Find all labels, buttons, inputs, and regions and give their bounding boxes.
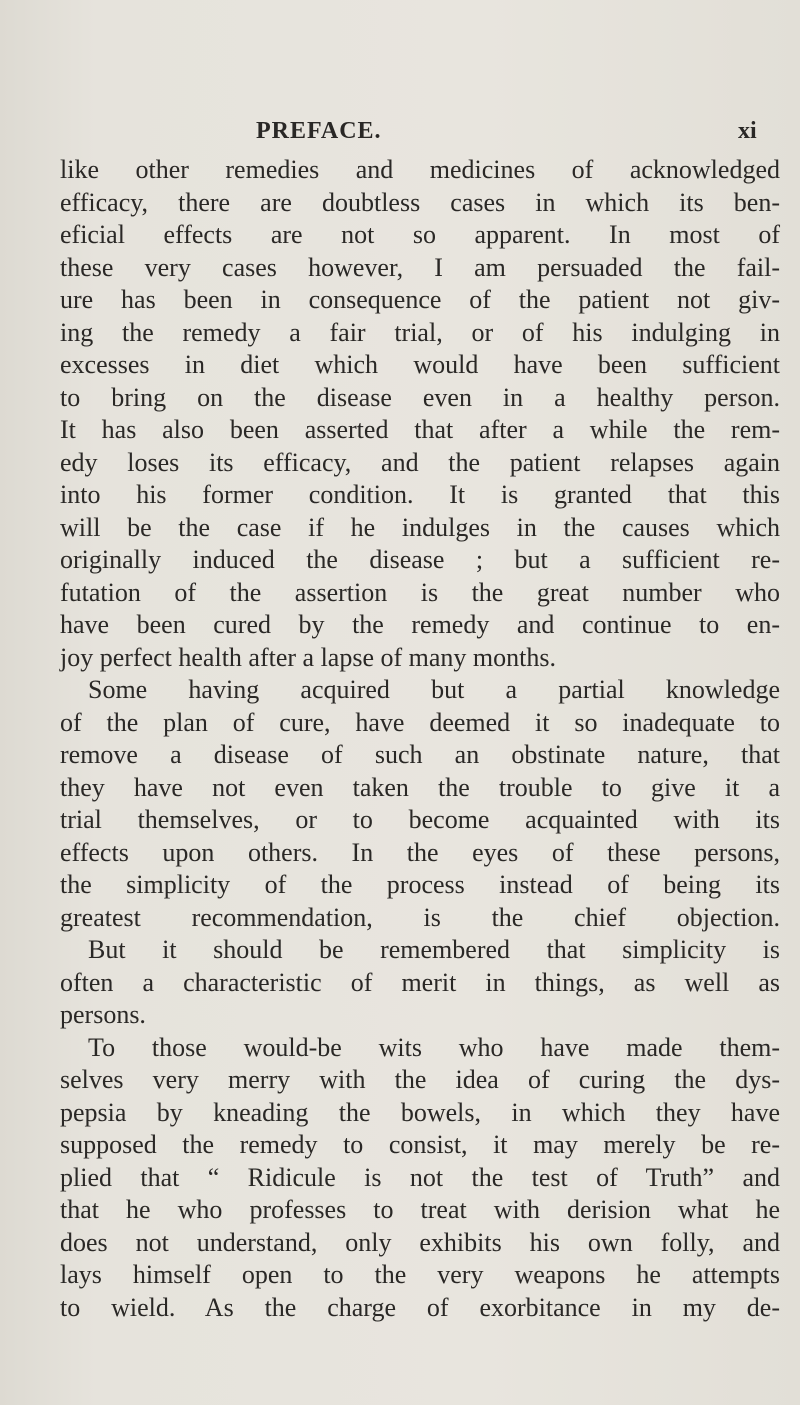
text-line: originally induced the disease ; but a sufficient re-: [60, 545, 780, 574]
text-line: joy perfect health after a lapse of many months.: [60, 642, 556, 672]
running-head-title: PREFACE.: [256, 118, 382, 144]
text-line: greatest recommendation, is the chief objection.: [60, 902, 780, 932]
text-line: have been cured by the remedy and continue to en-: [60, 610, 780, 639]
text-line: persons.: [60, 1000, 146, 1029]
text-line: Some having acquired but a partial knowledge: [88, 675, 780, 704]
text-line: But it should be remembered that simplicity is: [88, 935, 780, 964]
text-line: will be the case if he indulges in the causes which: [60, 512, 780, 542]
text-line: selves very merry with the idea of curing the dys-: [60, 1065, 780, 1094]
text-line: To those would-be wits who have made them-: [88, 1032, 780, 1062]
text-line: ing the remedy a fair trial, or of his indulging in: [60, 317, 780, 347]
text-line: effects upon others. In the eyes of these persons,: [60, 837, 780, 867]
text-line: efficacy, there are doubtless cases in which its ben-: [60, 187, 780, 217]
text-line: often a characteristic of merit in things, as well as: [60, 967, 780, 997]
text-line: these very cases however, I am persuaded the fail-: [60, 252, 780, 282]
text-line: eficial effects are not so apparent. In most of: [60, 220, 780, 249]
text-line: the simplicity of the process instead of being its: [60, 870, 780, 899]
text-line: to bring on the disease even in a healthy person.: [60, 382, 780, 412]
text-line: pepsia by kneading the bowels, in which they have: [60, 1097, 780, 1127]
text-line: to wield. As the charge of exorbitance in my de-: [60, 1292, 780, 1322]
text-line: does not understand, only exhibits his own folly, and: [60, 1227, 780, 1257]
text-line: of the plan of cure, have deemed it so inadequate to: [60, 707, 780, 737]
text-line: into his former condition. It is granted that this: [60, 480, 780, 509]
text-line: excesses in diet which would have been sufficient: [60, 350, 780, 379]
text-line: like other remedies and medicines of acknowledged: [60, 155, 780, 184]
text-line: they have not even taken the trouble to give it a: [60, 772, 780, 802]
text-line: that he who professes to treat with derision what he: [60, 1195, 780, 1224]
running-head: [256, 118, 776, 148]
text-line: lays himself open to the very weapons he attempts: [60, 1260, 780, 1289]
text-line: trial themselves, or to become acquainted with its: [60, 805, 780, 834]
text-line: edy loses its efficacy, and the patient relapses again: [60, 447, 780, 477]
text-line: remove a disease of such an obstinate nature, that: [60, 740, 780, 769]
page-number: xi: [738, 118, 757, 144]
body-text: [60, 154, 780, 1324]
text-line: ure has been in consequence of the patient not giv-: [60, 285, 780, 314]
text-line: plied that “ Ridicule is not the test of Truth” and: [60, 1162, 780, 1192]
text-line: supposed the remedy to consist, it may merely be re-: [60, 1130, 780, 1159]
text-line: It has also been asserted that after a while the rem-: [60, 415, 780, 444]
text-line: futation of the assertion is the great number who: [60, 577, 780, 607]
